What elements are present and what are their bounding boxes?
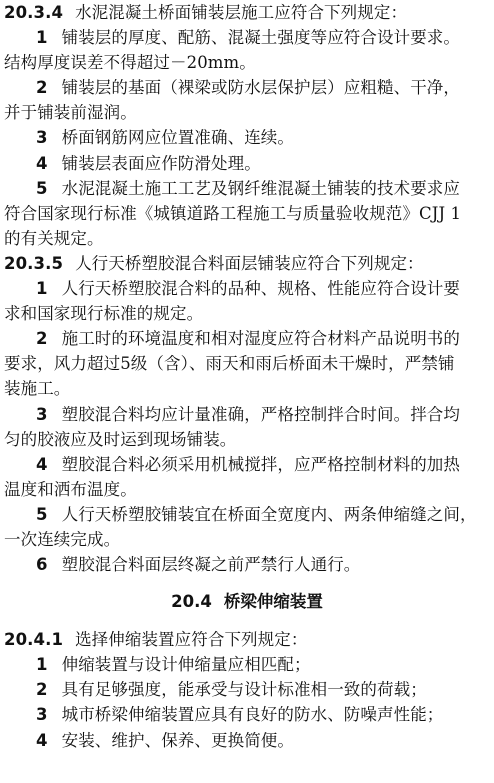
item-text: 安装、维护、保养、更换简便。: [61, 730, 294, 750]
clause-item: [4, 702, 490, 727]
item-number: 5: [36, 178, 48, 198]
clause-item: [4, 75, 490, 100]
item-number: 4: [36, 454, 48, 474]
clause-item: [4, 502, 490, 527]
item-text-continued: 结构厚度误差不得超过－20mm。: [4, 53, 256, 73]
item-text-continued: 符合国家现行标准《城镇道路工程施工与质量验收规范》CJJ 1: [4, 203, 462, 223]
item-text-continued: 的有关规定。: [4, 228, 104, 248]
item-text: 人行天桥塑胶混合料的品种、规格、性能应符合设计要: [61, 279, 460, 299]
clause-item: [4, 151, 490, 176]
clause-item: [4, 125, 490, 150]
item-number: 1: [36, 28, 48, 48]
section-title: 桥梁伸缩装置: [223, 592, 323, 612]
clause-item: [4, 728, 490, 753]
item-text-continued: 一次连续完成。: [4, 529, 121, 549]
clause-title: 水泥混凝土桥面铺装层施工应符合下列规定：: [75, 3, 408, 22]
item-text: 桥面钢筋网应位置准确、连续。: [61, 128, 294, 148]
item-text: 人行天桥塑胶铺装宜在桥面全宽度内、两条伸缩缝之间，: [61, 504, 477, 524]
clause-number: 20.3.4: [4, 3, 64, 22]
item-number: 4: [36, 153, 48, 173]
clause-20-3-4-heading: [4, 0, 490, 25]
item-text: 具有足够强度，能承受与设计标准相一致的荷载；: [61, 680, 427, 700]
clause-item: [4, 552, 490, 577]
item-text: 塑胶混合料必须采用机械搅拌，应严格控制材料的加热: [61, 454, 460, 474]
item-number: 2: [36, 680, 48, 700]
item-number: 3: [36, 128, 48, 148]
section-heading: [4, 577, 490, 627]
item-text: 施工时的环境温度和相对湿度应符合材料产品说明书的: [61, 329, 460, 349]
item-text-continued: 并于铺装前湿润。: [4, 103, 137, 123]
clause-item: [4, 452, 490, 477]
item-text-continued: 匀的胶液应及时运到现场铺装。: [4, 429, 237, 449]
clause-number: 20.3.5: [4, 253, 64, 273]
clause-item: [4, 652, 490, 677]
clause-item: [4, 402, 490, 427]
item-number: 1: [36, 279, 48, 299]
section-number: 20.4: [171, 592, 212, 612]
clause-item: [4, 276, 490, 301]
item-text: 城市桥梁伸缩装置应具有良好的防水、防噪声性能；: [61, 705, 444, 725]
clause-item: [4, 176, 490, 201]
item-number: 4: [36, 730, 48, 750]
item-text-continued: 温度和洒布温度。: [4, 479, 137, 499]
item-number: 2: [36, 78, 48, 98]
clause-item: [4, 25, 490, 50]
item-number: 1: [36, 655, 48, 675]
item-text: 铺装层的厚度、配筋、混凝土强度等应符合设计要求。: [61, 28, 460, 48]
item-text-continued: 求和国家现行标准的规定。: [4, 304, 204, 324]
clause-20-3-5-heading: [4, 251, 490, 276]
item-number: 2: [36, 329, 48, 349]
item-text-continued: 要求，风力超过5级（含）、雨天和雨后桥面未干燥时，严禁铺: [4, 354, 455, 374]
clause-title: 选择伸缩装置应符合下列规定：: [75, 630, 308, 650]
item-text: 铺装层表面应作防滑处理。: [61, 153, 261, 173]
item-text: 塑胶混合料均应计量准确，严格控制拌合时间。拌合均: [61, 404, 460, 424]
clause-title: 人行天桥塑胶混合料面层铺装应符合下列规定：: [75, 253, 424, 273]
item-text: 铺装层的基面（裸梁或防水层保护层）应粗糙、干净，: [61, 78, 460, 98]
clause-item: [4, 677, 490, 702]
item-text-continued: 装施工。: [4, 379, 71, 399]
item-text: 水泥混凝土施工工艺及钢纤维混凝土铺装的技术要求应: [61, 178, 460, 198]
item-text: 塑胶混合料面层终凝之前严禁行人通行。: [61, 555, 361, 575]
item-text: 伸缩装置与设计伸缩量应相匹配；: [61, 655, 311, 675]
item-number: 5: [36, 504, 48, 524]
clause-item: [4, 326, 490, 351]
clause-20-4-1-heading: [4, 627, 490, 652]
clause-number: 20.4.1: [4, 630, 64, 650]
item-number: 6: [36, 555, 48, 575]
item-number: 3: [36, 705, 48, 725]
item-number: 3: [36, 404, 48, 424]
